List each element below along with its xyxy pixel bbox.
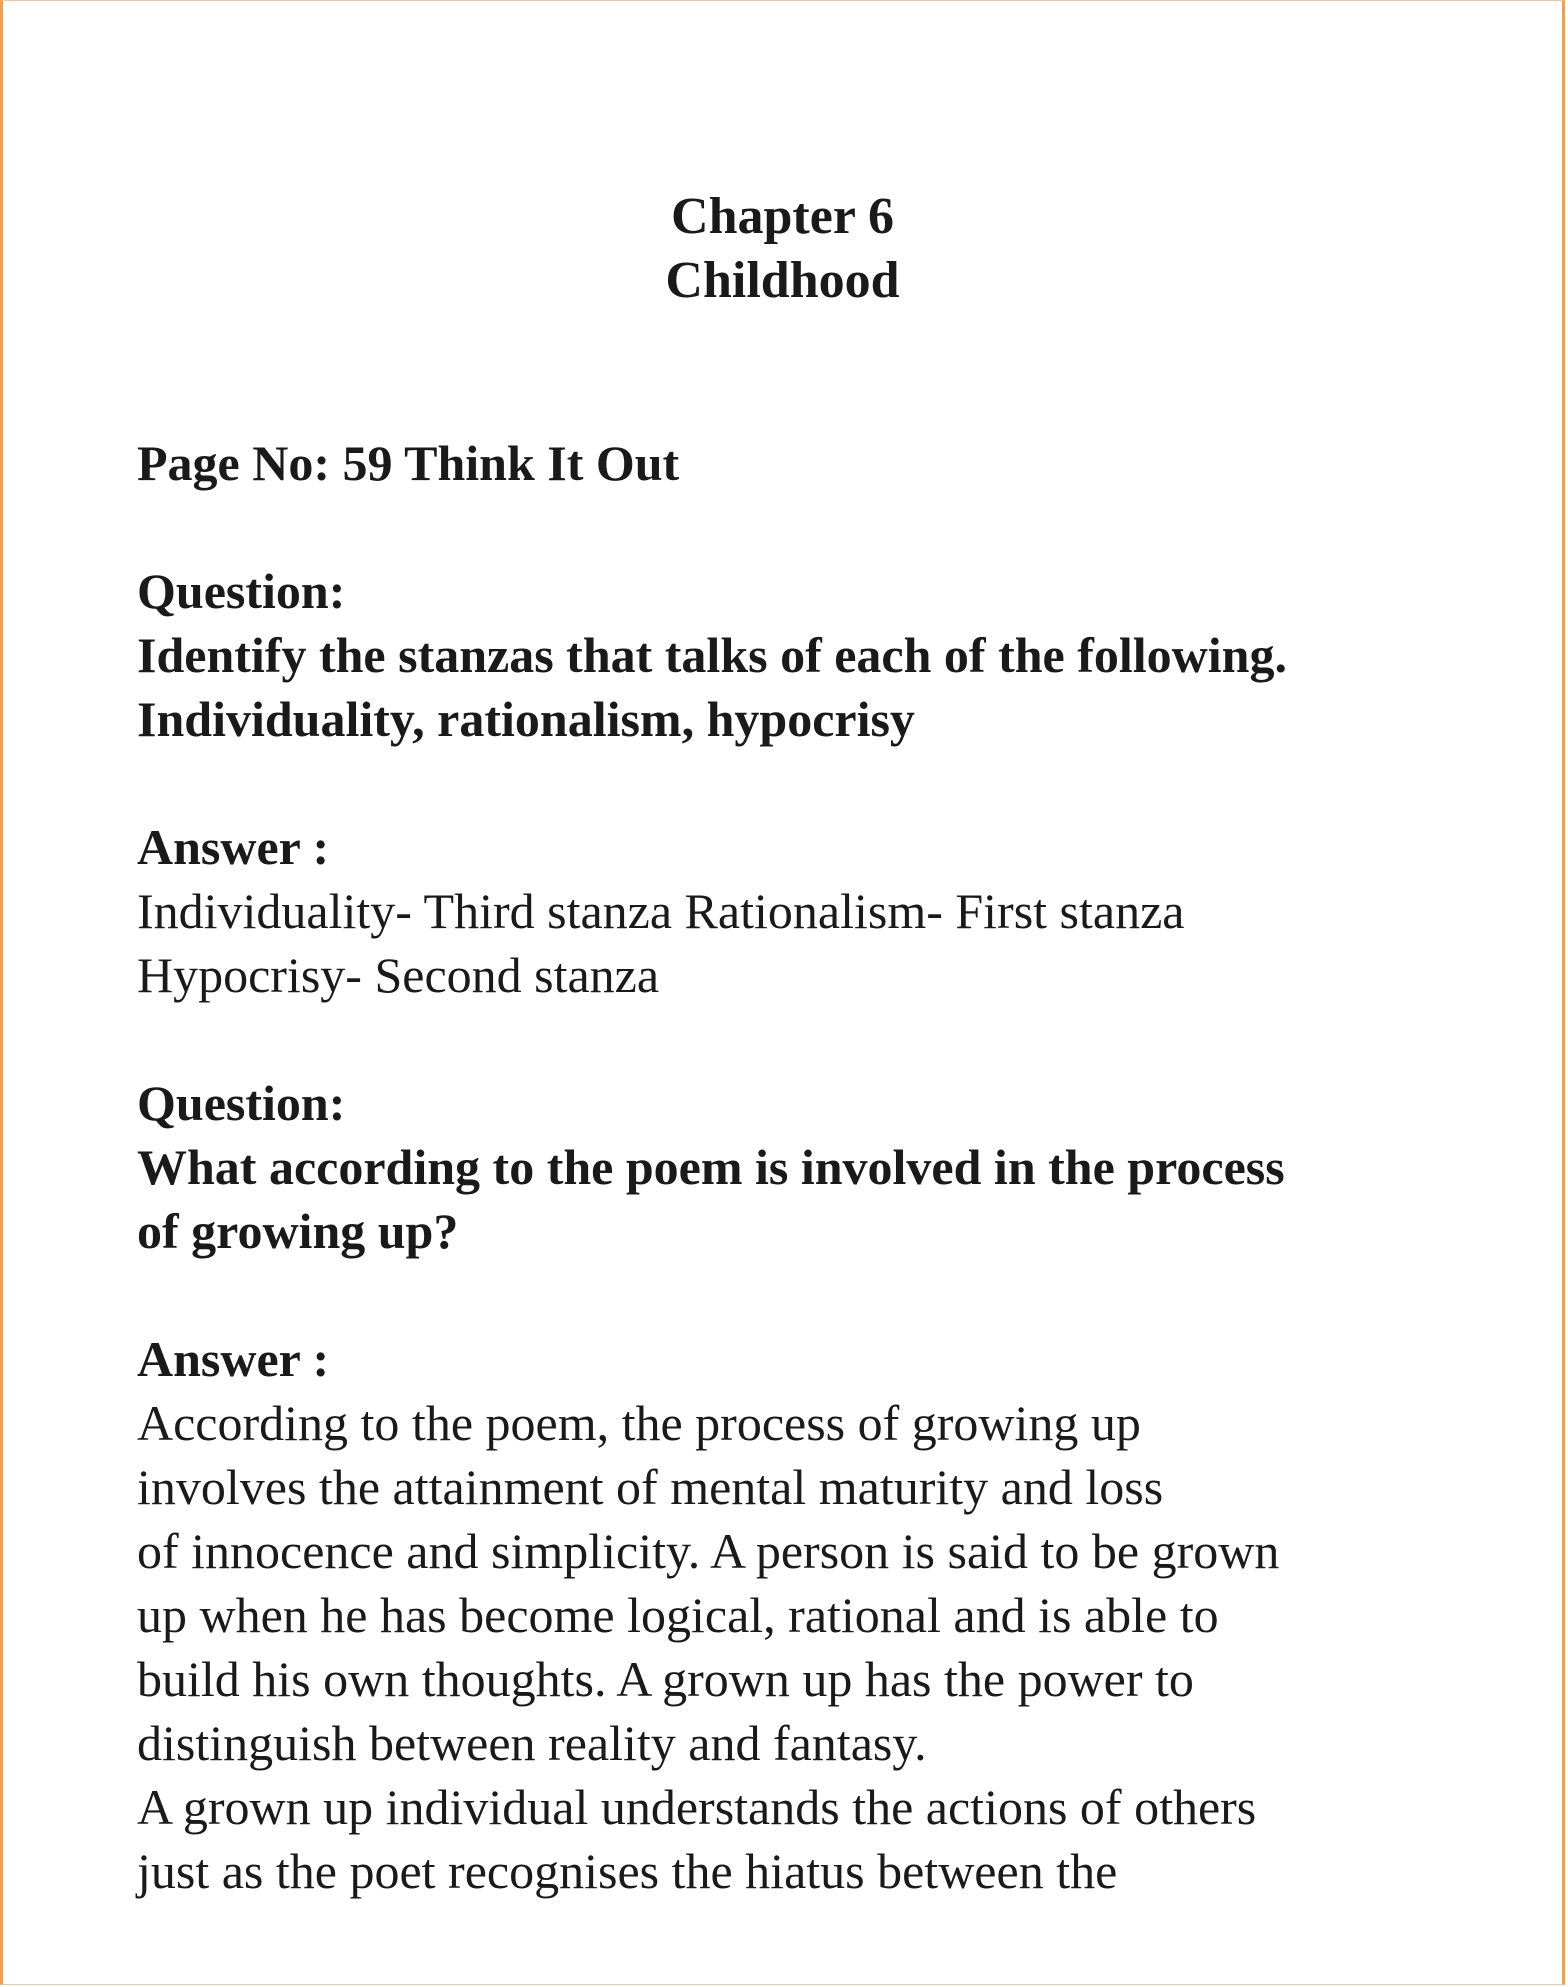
answer-text-line: involves the attainment of mental maturity and loss	[137, 1459, 1164, 1515]
answer-text-line: of innocence and simplicity. A person is said to be grown	[137, 1523, 1280, 1579]
section-heading: Page No: 59 Think It Out	[137, 435, 680, 491]
answer-text-line: A grown up individual understands the actions of others	[137, 1779, 1257, 1835]
answer-label: Answer :	[137, 1331, 330, 1387]
answer-text-line: Individuality- Third stanza Rationalism- First stanza	[137, 883, 1185, 939]
answer-text-line: just as the poet recognises the hiatus between the	[137, 1843, 1118, 1899]
answer-text-line: distinguish between reality and fantasy.	[137, 1715, 927, 1771]
question-text-line: What according to the poem is involved in the process	[137, 1139, 1285, 1195]
qa-block-2	[137, 1071, 1467, 1903]
question-label: Question:	[137, 1075, 346, 1131]
answer-text-line: Hypocrisy- Second stanza	[137, 947, 660, 1003]
question-label: Question:	[137, 563, 346, 619]
question-text-line: Identify the stanzas that talks of each of the following.	[137, 627, 1287, 683]
qa-block-1	[137, 559, 1467, 1007]
chapter-title: Childhood	[665, 252, 900, 309]
question-text-line: of growing up?	[137, 1203, 459, 1259]
answer-text-line: build his own thoughts. A grown up has the power to	[137, 1651, 1194, 1707]
answer-text-line: up when he has become logical, rational and is able to	[137, 1587, 1219, 1643]
chapter-header	[3, 185, 1562, 313]
question-text-line: Individuality, rationalism, hypocrisy	[137, 691, 915, 747]
answer-label: Answer :	[137, 819, 330, 875]
answer-text-line: According to the poem, the process of growing up	[137, 1395, 1141, 1451]
document-body	[137, 431, 1467, 1903]
chapter-number: Chapter 6	[671, 188, 894, 245]
